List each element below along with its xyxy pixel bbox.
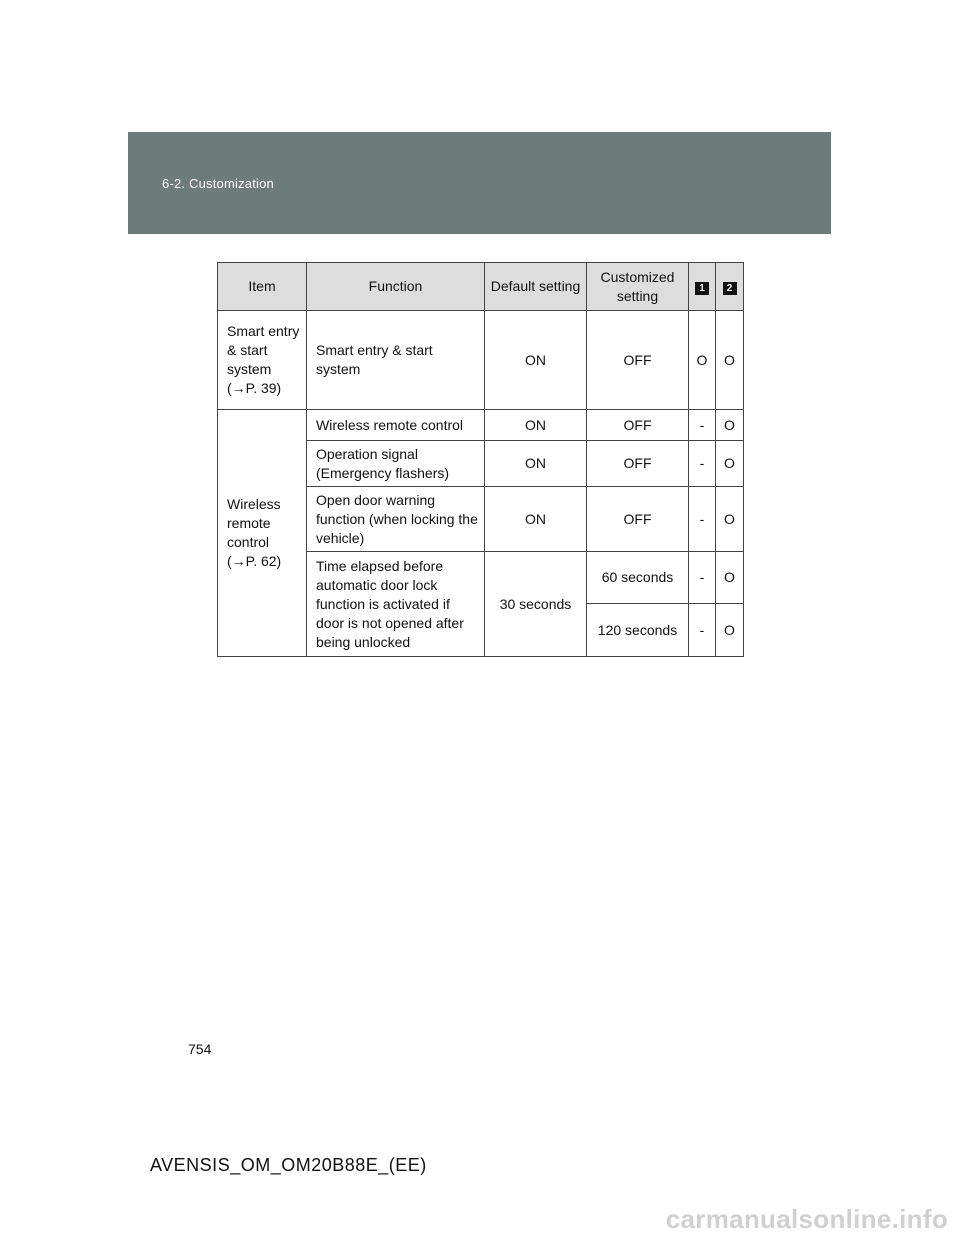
watermark: carmanualsonline.info xyxy=(665,1204,948,1234)
cell-default: 30 seconds xyxy=(485,552,587,657)
cell-mode-2: O xyxy=(716,487,744,552)
table-row xyxy=(218,410,744,441)
section-title: 6-2. Customization xyxy=(162,176,274,191)
cell-mode-1: - xyxy=(689,410,716,441)
cell-customized: 60 seconds xyxy=(587,552,689,604)
cell-mode-2: O xyxy=(716,604,744,657)
cell-mode-2: O xyxy=(716,552,744,604)
cell-mode-1: - xyxy=(689,441,716,487)
cell-customized: OFF xyxy=(587,441,689,487)
cell-customized: OFF xyxy=(587,311,689,410)
header-item: Item xyxy=(218,263,307,311)
cell-mode-1: - xyxy=(689,552,716,604)
header-default-setting: Default setting xyxy=(485,263,587,311)
cell-customized: OFF xyxy=(587,410,689,441)
cell-function: Time elapsed before automatic door lock function is activated if door is not opened after being unlocked xyxy=(307,552,485,657)
cell-function: Smart entry & start system xyxy=(307,311,485,410)
cell-default: ON xyxy=(485,410,587,441)
cell-function: Open door warning function (when locking the vehicle) xyxy=(307,487,485,552)
mode-1-badge: 1 xyxy=(695,282,709,295)
cell-mode-1: O xyxy=(689,311,716,410)
table-header-row xyxy=(218,263,744,311)
cell-default: ON xyxy=(485,311,587,410)
cell-mode-2: O xyxy=(716,410,744,441)
cell-mode-1: - xyxy=(689,604,716,657)
mode-2-badge: 2 xyxy=(723,282,737,295)
cell-function: Wireless remote control xyxy=(307,410,485,441)
cell-default: ON xyxy=(485,441,587,487)
section-header-band xyxy=(128,132,831,234)
cell-mode-1: - xyxy=(689,487,716,552)
cell-customized: OFF xyxy=(587,487,689,552)
header-function: Function xyxy=(307,263,485,311)
header-mode-2 xyxy=(716,263,744,311)
header-customized-setting: Customized setting xyxy=(587,263,689,311)
cell-item: Wireless remote control (→P. 62) xyxy=(218,410,307,657)
page-number: 754 xyxy=(188,1041,212,1057)
cell-default: ON xyxy=(485,487,587,552)
cell-item: Smart entry & start system (→P. 39) xyxy=(218,311,307,410)
document-code: AVENSIS_OM_OM20B88E_(EE) xyxy=(150,1155,427,1175)
cell-mode-2: O xyxy=(716,441,744,487)
customization-table xyxy=(217,262,744,657)
cell-function: Operation signal (Emergency flashers) xyxy=(307,441,485,487)
cell-mode-2: O xyxy=(716,311,744,410)
header-mode-1 xyxy=(689,263,716,311)
cell-customized: 120 seconds xyxy=(587,604,689,657)
table-row xyxy=(218,311,744,410)
